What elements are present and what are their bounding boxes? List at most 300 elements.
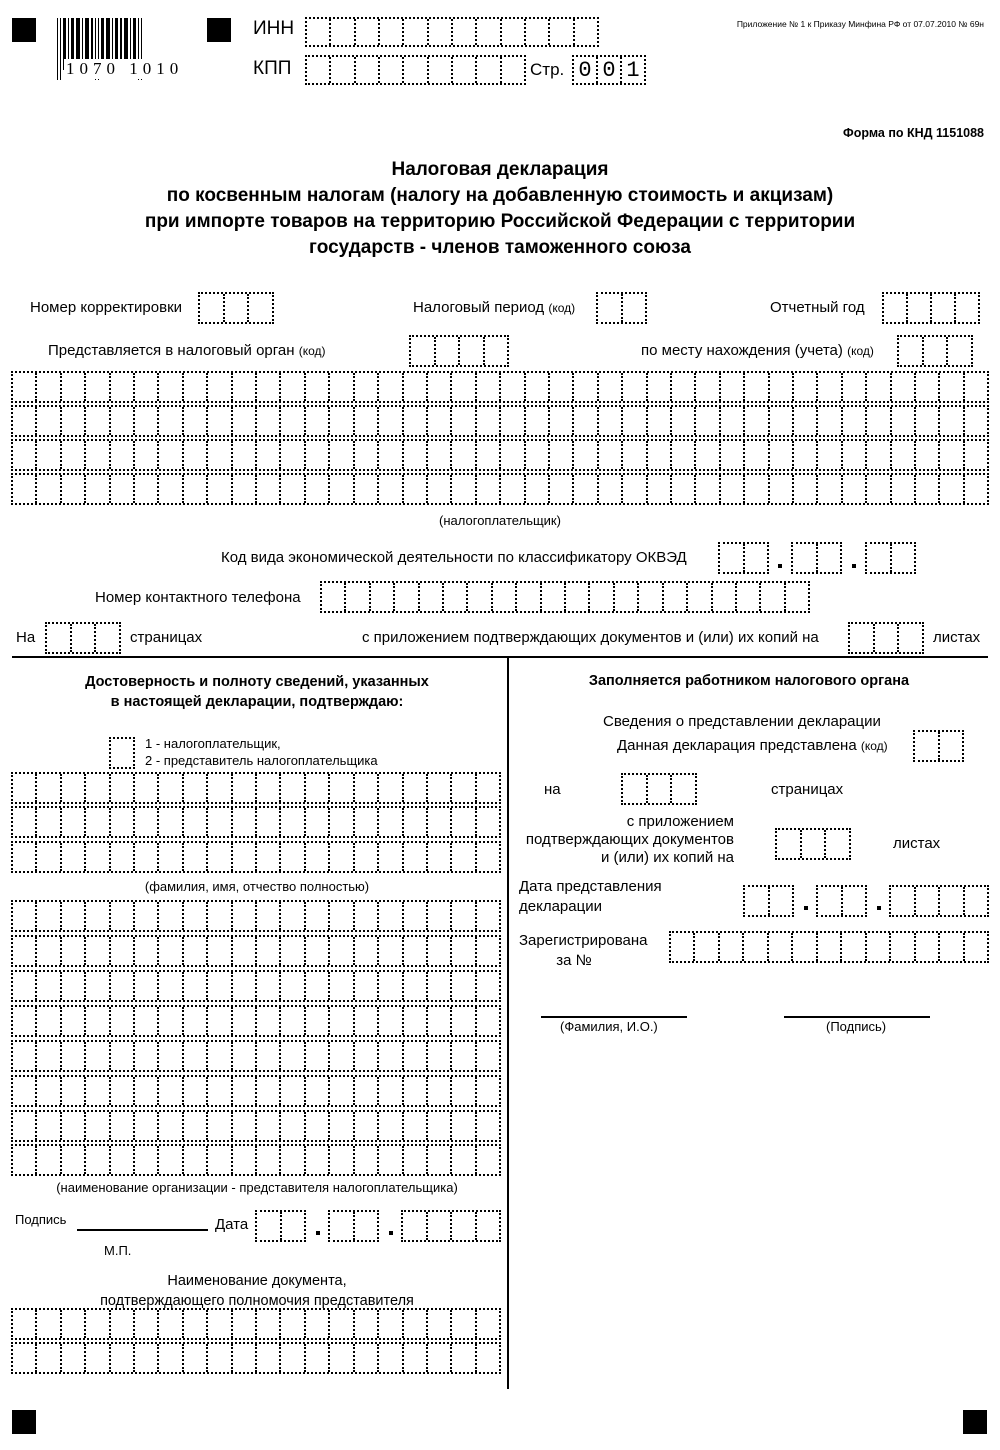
input-cell[interactable]	[892, 475, 916, 503]
input-cell[interactable]	[233, 843, 257, 871]
input-cell[interactable]	[86, 1007, 110, 1035]
input-cell[interactable]	[599, 441, 623, 469]
input-cell[interactable]	[794, 441, 818, 469]
input-cell[interactable]	[355, 1146, 379, 1174]
signer-fio-row[interactable]	[11, 772, 501, 804]
input-cell[interactable]	[135, 808, 159, 836]
phone-field[interactable]	[320, 581, 810, 613]
input-cell[interactable]	[233, 373, 257, 401]
input-cell[interactable]	[184, 1112, 208, 1140]
input-cell[interactable]	[404, 1146, 428, 1174]
input-cell[interactable]	[404, 972, 428, 1000]
input-cell[interactable]	[355, 407, 379, 435]
input-cell[interactable]	[688, 583, 712, 611]
input-cell[interactable]	[135, 1007, 159, 1035]
input-cell[interactable]	[208, 1344, 232, 1372]
input-cell[interactable]	[818, 407, 842, 435]
input-cell[interactable]	[404, 1077, 428, 1105]
input-cell[interactable]	[379, 1112, 403, 1140]
input-cell[interactable]	[940, 441, 964, 469]
input-cell[interactable]	[281, 407, 305, 435]
input-cell[interactable]	[159, 902, 183, 930]
input-cell[interactable]	[184, 441, 208, 469]
input-cell[interactable]	[404, 774, 428, 802]
input-cell[interactable]	[379, 373, 403, 401]
input-cell[interactable]	[356, 19, 380, 45]
officer-sheets-field[interactable]	[775, 828, 851, 860]
input-cell[interactable]	[940, 933, 964, 961]
reporting-year-field[interactable]	[882, 292, 980, 324]
input-cell[interactable]	[159, 1112, 183, 1140]
input-cell[interactable]	[62, 441, 86, 469]
input-cell[interactable]	[648, 407, 672, 435]
input-cell[interactable]	[452, 1007, 476, 1035]
input-cell[interactable]	[379, 1077, 403, 1105]
input-cell[interactable]	[404, 475, 428, 503]
input-cell[interactable]	[777, 830, 802, 858]
input-cell[interactable]	[306, 1146, 330, 1174]
input-cell[interactable]	[159, 1344, 183, 1372]
input-cell[interactable]	[208, 1146, 232, 1174]
input-cell[interactable]	[671, 933, 695, 961]
input-cell[interactable]	[135, 1077, 159, 1105]
input-cell[interactable]	[428, 972, 452, 1000]
input-cell[interactable]	[720, 933, 744, 961]
input-cell[interactable]	[233, 774, 257, 802]
input-cell[interactable]	[86, 1344, 110, 1372]
input-cell[interactable]	[330, 1344, 354, 1372]
input-cell[interactable]	[452, 972, 476, 1000]
input-cell[interactable]	[477, 843, 499, 871]
input-cell[interactable]	[737, 583, 761, 611]
authority-doc-row[interactable]	[11, 1308, 501, 1340]
input-cell[interactable]	[379, 1310, 403, 1338]
input-cell[interactable]	[526, 475, 550, 503]
input-cell[interactable]	[13, 1007, 37, 1035]
input-cell[interactable]	[965, 933, 987, 961]
input-cell[interactable]	[648, 441, 672, 469]
input-cell[interactable]	[721, 407, 745, 435]
input-cell[interactable]	[62, 1042, 86, 1070]
input-cell[interactable]	[281, 373, 305, 401]
input-cell[interactable]	[184, 1007, 208, 1035]
input-cell[interactable]	[184, 972, 208, 1000]
input-cell[interactable]	[281, 1146, 305, 1174]
input-cell[interactable]	[404, 407, 428, 435]
input-cell[interactable]	[233, 1077, 257, 1105]
input-cell[interactable]	[96, 624, 119, 652]
tax-period-field[interactable]	[596, 292, 647, 324]
input-cell[interactable]	[233, 972, 257, 1000]
input-cell[interactable]	[404, 808, 428, 836]
input-cell[interactable]	[379, 902, 403, 930]
input-cell[interactable]	[769, 933, 793, 961]
input-cell[interactable]	[460, 337, 485, 365]
input-cell[interactable]	[770, 441, 794, 469]
input-cell[interactable]	[306, 774, 330, 802]
representative-org-row[interactable]	[11, 1075, 501, 1107]
input-cell[interactable]	[761, 583, 785, 611]
input-cell[interactable]	[843, 441, 867, 469]
input-cell[interactable]	[233, 407, 257, 435]
input-cell[interactable]	[281, 1112, 305, 1140]
input-cell[interactable]	[37, 774, 61, 802]
input-cell[interactable]	[916, 933, 940, 961]
signer-type-field[interactable]	[109, 737, 135, 769]
kpp-field[interactable]	[305, 55, 526, 85]
input-cell[interactable]	[355, 774, 379, 802]
input-cell[interactable]	[184, 1310, 208, 1338]
input-cell[interactable]	[330, 373, 354, 401]
input-cell[interactable]	[208, 407, 232, 435]
input-cell[interactable]	[542, 583, 566, 611]
attachments-count-field[interactable]	[848, 622, 924, 654]
input-cell[interactable]	[111, 1310, 135, 1338]
input-cell[interactable]	[111, 1007, 135, 1035]
input-cell[interactable]	[184, 1344, 208, 1372]
input-cell[interactable]	[444, 583, 468, 611]
input-cell[interactable]	[745, 441, 769, 469]
input-cell[interactable]	[135, 937, 159, 965]
input-cell[interactable]	[281, 972, 305, 1000]
input-cell[interactable]	[13, 1344, 37, 1372]
input-cell[interactable]	[355, 972, 379, 1000]
input-cell[interactable]	[86, 972, 110, 1000]
input-cell[interactable]	[257, 1146, 281, 1174]
input-cell[interactable]	[307, 19, 331, 45]
input-cell[interactable]	[208, 937, 232, 965]
representative-org-row[interactable]	[11, 1144, 501, 1176]
input-cell[interactable]	[355, 1077, 379, 1105]
input-cell[interactable]	[257, 808, 281, 836]
input-cell[interactable]	[428, 843, 452, 871]
input-cell[interactable]	[744, 933, 768, 961]
input-cell[interactable]	[453, 19, 477, 45]
input-cell[interactable]	[86, 441, 110, 469]
input-cell[interactable]	[330, 1042, 354, 1070]
input-cell[interactable]	[428, 407, 452, 435]
input-cell[interactable]	[62, 1344, 86, 1372]
input-cell[interactable]	[356, 57, 380, 83]
input-cell[interactable]	[477, 1007, 499, 1035]
input-cell[interactable]	[793, 933, 817, 961]
input-cell[interactable]	[159, 475, 183, 503]
input-cell[interactable]	[184, 1146, 208, 1174]
input-cell[interactable]	[13, 1077, 37, 1105]
input-cell[interactable]	[62, 808, 86, 836]
officer-fio-line[interactable]	[541, 1016, 687, 1018]
input-cell[interactable]	[306, 373, 330, 401]
input-cell[interactable]	[566, 583, 590, 611]
input-cell[interactable]	[330, 902, 354, 930]
input-cell[interactable]	[330, 1077, 354, 1105]
input-cell[interactable]	[526, 19, 550, 45]
input-cell[interactable]	[745, 373, 769, 401]
input-cell[interactable]	[404, 1310, 428, 1338]
input-cell[interactable]	[13, 774, 37, 802]
input-cell[interactable]	[330, 1146, 354, 1174]
input-cell[interactable]	[208, 1007, 232, 1035]
representative-org-row[interactable]	[11, 1040, 501, 1072]
input-cell[interactable]	[892, 441, 916, 469]
input-cell[interactable]	[793, 544, 818, 572]
input-cell[interactable]	[86, 407, 110, 435]
input-cell[interactable]	[477, 19, 501, 45]
input-cell[interactable]	[452, 1310, 476, 1338]
input-cell[interactable]	[916, 407, 940, 435]
input-cell[interactable]	[111, 808, 135, 836]
input-cell[interactable]	[477, 373, 501, 401]
input-cell[interactable]	[135, 373, 159, 401]
submission-date-year[interactable]	[889, 885, 989, 917]
input-cell[interactable]	[664, 583, 688, 611]
input-cell[interactable]	[452, 373, 476, 401]
input-cell[interactable]	[501, 441, 525, 469]
input-cell[interactable]	[62, 1310, 86, 1338]
input-cell[interactable]	[355, 937, 379, 965]
representative-org-row[interactable]	[11, 1005, 501, 1037]
input-cell[interactable]	[208, 1077, 232, 1105]
input-cell[interactable]	[428, 774, 452, 802]
input-cell[interactable]	[281, 1310, 305, 1338]
input-cell[interactable]	[330, 972, 354, 1000]
representative-org-row[interactable]	[11, 970, 501, 1002]
input-cell[interactable]	[842, 933, 866, 961]
input-cell[interactable]	[86, 808, 110, 836]
input-cell[interactable]	[307, 57, 331, 83]
input-cell[interactable]	[225, 294, 250, 322]
input-cell[interactable]	[330, 1007, 354, 1035]
input-cell[interactable]	[86, 1077, 110, 1105]
input-cell[interactable]	[331, 57, 355, 83]
input-cell[interactable]	[891, 887, 916, 915]
input-cell[interactable]	[282, 1212, 305, 1240]
input-cell[interactable]	[867, 441, 891, 469]
input-cell[interactable]	[135, 972, 159, 1000]
input-cell[interactable]	[37, 373, 61, 401]
input-cell[interactable]	[249, 294, 272, 322]
input-cell[interactable]	[355, 1007, 379, 1035]
input-cell[interactable]	[257, 1310, 281, 1338]
input-cell[interactable]	[355, 441, 379, 469]
input-cell[interactable]	[306, 843, 330, 871]
input-cell[interactable]	[940, 407, 964, 435]
tax-authority-field[interactable]	[409, 335, 509, 367]
input-cell[interactable]	[306, 441, 330, 469]
input-cell[interactable]	[672, 475, 696, 503]
input-cell[interactable]	[86, 373, 110, 401]
input-cell[interactable]	[159, 1042, 183, 1070]
input-cell[interactable]	[281, 902, 305, 930]
input-cell[interactable]	[818, 441, 842, 469]
input-cell[interactable]	[233, 1112, 257, 1140]
input-cell[interactable]	[330, 407, 354, 435]
input-cell[interactable]	[404, 937, 428, 965]
input-cell[interactable]	[599, 373, 623, 401]
input-cell[interactable]	[477, 1112, 499, 1140]
input-cell[interactable]	[380, 19, 404, 45]
input-cell[interactable]	[550, 407, 574, 435]
input-cell[interactable]	[404, 1042, 428, 1070]
input-cell[interactable]	[159, 1146, 183, 1174]
input-cell[interactable]	[428, 475, 452, 503]
input-cell[interactable]	[208, 1042, 232, 1070]
input-cell[interactable]	[615, 583, 639, 611]
input-cell[interactable]	[794, 373, 818, 401]
input-cell[interactable]	[86, 1146, 110, 1174]
sign-date-month[interactable]	[328, 1210, 379, 1242]
input-cell[interactable]	[379, 843, 403, 871]
input-cell[interactable]	[281, 1042, 305, 1070]
input-cell[interactable]	[37, 902, 61, 930]
input-cell[interactable]	[574, 407, 598, 435]
input-cell[interactable]	[159, 407, 183, 435]
representative-org-row[interactable]	[11, 935, 501, 967]
input-cell[interactable]	[818, 544, 841, 572]
input-cell[interactable]	[330, 937, 354, 965]
input-cell[interactable]	[37, 441, 61, 469]
input-cell[interactable]	[948, 337, 971, 365]
input-cell[interactable]	[111, 1112, 135, 1140]
signature-line[interactable]	[77, 1229, 208, 1231]
submission-date-day[interactable]	[743, 885, 794, 917]
input-cell[interactable]	[940, 475, 964, 503]
input-cell[interactable]	[429, 57, 453, 83]
input-cell[interactable]	[672, 407, 696, 435]
input-cell[interactable]	[184, 407, 208, 435]
input-cell[interactable]	[37, 1310, 61, 1338]
input-cell[interactable]	[428, 1146, 452, 1174]
input-cell[interactable]	[379, 808, 403, 836]
input-cell[interactable]	[786, 583, 808, 611]
sign-date-year[interactable]	[401, 1210, 501, 1242]
input-cell[interactable]	[452, 1344, 476, 1372]
input-cell[interactable]	[13, 1042, 37, 1070]
input-cell[interactable]	[477, 1310, 499, 1338]
input-cell[interactable]	[208, 475, 232, 503]
input-cell[interactable]	[135, 1310, 159, 1338]
input-cell[interactable]	[501, 475, 525, 503]
input-cell[interactable]	[965, 407, 987, 435]
input-cell[interactable]	[575, 19, 597, 45]
input-cell[interactable]	[159, 774, 183, 802]
input-cell[interactable]	[281, 1344, 305, 1372]
input-cell[interactable]	[62, 843, 86, 871]
input-cell[interactable]	[13, 902, 37, 930]
input-cell[interactable]	[184, 937, 208, 965]
input-cell[interactable]	[695, 933, 719, 961]
correction-number-field[interactable]	[198, 292, 274, 324]
input-cell[interactable]	[37, 1344, 61, 1372]
input-cell[interactable]	[916, 373, 940, 401]
registration-number-field[interactable]	[669, 931, 989, 963]
input-cell[interactable]	[257, 1077, 281, 1105]
input-cell[interactable]	[355, 373, 379, 401]
input-cell[interactable]	[794, 407, 818, 435]
input-cell[interactable]	[916, 475, 940, 503]
input-cell[interactable]	[37, 1042, 61, 1070]
authority-doc-row[interactable]	[11, 1342, 501, 1374]
input-cell[interactable]	[355, 843, 379, 871]
input-cell[interactable]	[37, 937, 61, 965]
input-cell[interactable]	[159, 1077, 183, 1105]
taxpayer-name-row[interactable]	[11, 405, 989, 437]
input-cell[interactable]	[477, 1042, 499, 1070]
input-cell[interactable]	[257, 441, 281, 469]
input-cell[interactable]	[111, 937, 135, 965]
input-cell[interactable]	[720, 544, 745, 572]
input-cell[interactable]	[379, 1344, 403, 1372]
representative-org-row[interactable]	[11, 900, 501, 932]
input-cell[interactable]	[322, 583, 346, 611]
input-cell[interactable]	[330, 1212, 355, 1240]
input-cell[interactable]	[306, 1077, 330, 1105]
input-cell[interactable]	[477, 407, 501, 435]
input-cell[interactable]	[672, 775, 695, 803]
input-cell[interactable]	[574, 441, 598, 469]
input-cell[interactable]	[916, 887, 941, 915]
input-cell[interactable]	[452, 808, 476, 836]
input-cell[interactable]	[623, 294, 646, 322]
inn-field[interactable]	[305, 17, 599, 47]
input-cell[interactable]	[550, 475, 574, 503]
input-cell[interactable]	[501, 373, 525, 401]
input-cell[interactable]	[404, 902, 428, 930]
okved-field-part2[interactable]	[791, 542, 842, 574]
input-cell[interactable]	[233, 1042, 257, 1070]
input-cell[interactable]	[379, 1042, 403, 1070]
input-cell[interactable]	[208, 1310, 232, 1338]
input-cell[interactable]	[477, 774, 499, 802]
input-cell[interactable]	[306, 902, 330, 930]
input-cell[interactable]	[493, 583, 517, 611]
input-cell[interactable]	[281, 937, 305, 965]
input-cell[interactable]	[395, 583, 419, 611]
input-cell[interactable]	[184, 902, 208, 930]
input-cell[interactable]	[62, 373, 86, 401]
input-cell[interactable]	[233, 902, 257, 930]
input-cell[interactable]	[770, 887, 793, 915]
input-cell[interactable]	[184, 808, 208, 836]
input-cell[interactable]	[208, 441, 232, 469]
input-cell[interactable]	[453, 57, 477, 83]
input-cell[interactable]	[428, 1077, 452, 1105]
input-cell[interactable]	[745, 475, 769, 503]
input-cell[interactable]	[355, 1344, 379, 1372]
input-cell[interactable]	[355, 1112, 379, 1140]
submission-method-field[interactable]	[913, 730, 964, 762]
input-cell[interactable]	[281, 1077, 305, 1105]
input-cell[interactable]	[257, 774, 281, 802]
input-cell[interactable]	[794, 475, 818, 503]
input-cell[interactable]	[623, 441, 647, 469]
okved-field-part1[interactable]	[718, 542, 769, 574]
submission-date-month[interactable]	[816, 885, 867, 917]
input-cell[interactable]	[696, 475, 720, 503]
input-cell[interactable]	[257, 1212, 282, 1240]
input-cell[interactable]	[745, 544, 768, 572]
input-cell[interactable]	[306, 1007, 330, 1035]
input-cell[interactable]	[452, 843, 476, 871]
input-cell[interactable]	[111, 1344, 135, 1372]
input-cell[interactable]	[184, 373, 208, 401]
input-cell[interactable]	[37, 475, 61, 503]
input-cell[interactable]	[159, 373, 183, 401]
input-cell[interactable]	[355, 808, 379, 836]
input-cell[interactable]	[599, 407, 623, 435]
input-cell[interactable]	[330, 774, 354, 802]
input-cell[interactable]	[62, 407, 86, 435]
